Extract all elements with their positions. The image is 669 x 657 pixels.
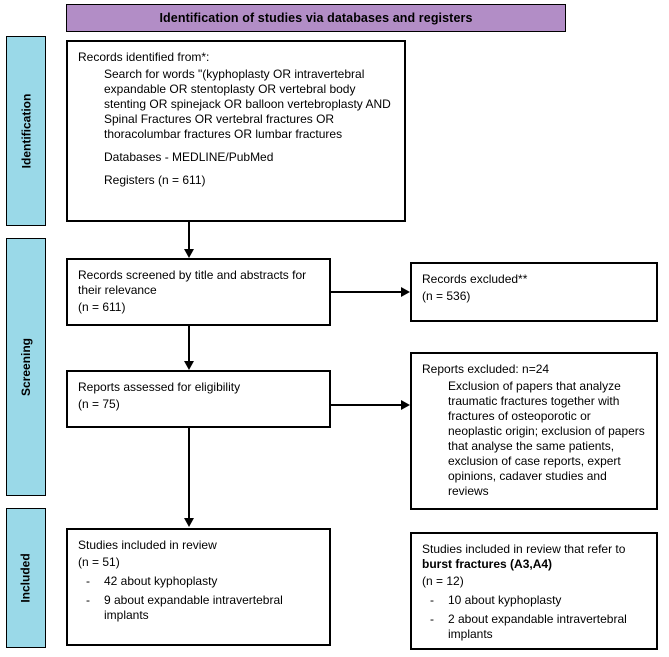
box-records-screened: [66, 258, 331, 326]
box-records-excluded: [410, 262, 658, 322]
studies-included-count: (n = 51): [78, 555, 120, 569]
studies-included-burst-bullet-2-text: 2 about expandable intravertebral implants: [448, 612, 627, 641]
reports-assessed-count: (n = 75): [78, 397, 120, 411]
records-identified-search: Search for words "(kyphoplasty OR intravertebral expandable OR stentoplasty OR vertebral body stenting OR spinejack OR balloon vertebroplasty AND Spinal Fractures OR vertebral fractures OR thoracolumbar fractures OR lumbar fractures: [104, 67, 391, 141]
studies-included-burst-bullet-1: [422, 593, 648, 608]
bullet-dash-icon: -: [86, 593, 90, 607]
studies-included-burst-title-prefix: Studies included in review that refer to: [422, 542, 626, 556]
phase-label-screening-text: Screening: [19, 337, 33, 397]
reports-assessed-title: Reports assessed for eligibility: [78, 380, 241, 394]
arrow-assessed-to-reports-excluded-line: [331, 404, 401, 406]
records-identified-databases: Databases - MEDLINE/PubMed: [104, 150, 274, 164]
studies-included-bullet-1-text: 42 about kyphoplasty: [104, 574, 218, 588]
reports-excluded-detail: Exclusion of papers that analyze traumatic fractures together with fractures of osteoporotic or neoplastic origin; exclusion of papers that analyse the same patients, exclusion of case reports, expert opinions, cadaver studies and reviews: [448, 379, 645, 498]
box-reports-assessed: [66, 370, 331, 428]
studies-included-bullet-2: [78, 593, 321, 623]
box-records-identified: [66, 40, 406, 222]
records-screened-title: Records screened by title and abstracts for their relevance: [78, 268, 307, 297]
records-excluded-count: (n = 536): [422, 289, 471, 303]
studies-included-burst-title: [422, 542, 648, 572]
diagram-title: Identification of studies via databases and registers: [159, 11, 473, 25]
records-identified-registers: Registers (n = 611): [104, 173, 206, 187]
records-excluded-title: Records excluded**: [422, 272, 528, 286]
bullet-dash-icon: -: [430, 612, 434, 626]
studies-included-burst-bullet-1-text: 10 about kyphoplasty: [448, 593, 562, 607]
records-identified-title: Records identified from*:: [78, 50, 210, 64]
box-studies-included-burst: [410, 532, 658, 650]
phase-label-identification-text: Identification: [19, 93, 34, 169]
arrow-screened-to-excluded-head: [401, 287, 410, 297]
studies-included-burst-title-emphasis: burst fractures (A3,A4): [422, 557, 553, 571]
arrow-identified-to-screened-head: [184, 249, 194, 258]
phase-label-screening: [6, 238, 46, 496]
phase-label-included-text: Included: [19, 553, 33, 603]
phase-label-included: [6, 508, 46, 648]
arrow-assessed-to-included-head: [184, 518, 194, 527]
box-studies-included: [66, 528, 331, 646]
studies-included-title: Studies included in review: [78, 538, 217, 552]
reports-excluded-title: Reports excluded: n=24: [422, 362, 550, 376]
arrow-assessed-to-included-line: [188, 428, 190, 518]
box-reports-excluded: [410, 352, 658, 510]
arrow-identified-to-screened-line: [188, 222, 190, 249]
bullet-dash-icon: -: [430, 593, 434, 607]
arrow-screened-to-excluded-line: [331, 291, 401, 293]
diagram-header-banner: [66, 4, 566, 32]
studies-included-bullet-1: [78, 574, 321, 589]
bullet-dash-icon: -: [86, 574, 90, 588]
records-screened-count: (n = 611): [78, 300, 126, 314]
arrow-screened-to-assessed-head: [184, 361, 194, 370]
studies-included-burst-bullet-2: [422, 612, 648, 642]
phase-label-identification: [6, 36, 46, 226]
arrow-assessed-to-reports-excluded-head: [401, 400, 410, 410]
studies-included-burst-count: (n = 12): [422, 574, 464, 588]
arrow-screened-to-assessed-line: [188, 326, 190, 361]
studies-included-bullet-2-text: 9 about expandable intravertebral implants: [104, 593, 283, 622]
